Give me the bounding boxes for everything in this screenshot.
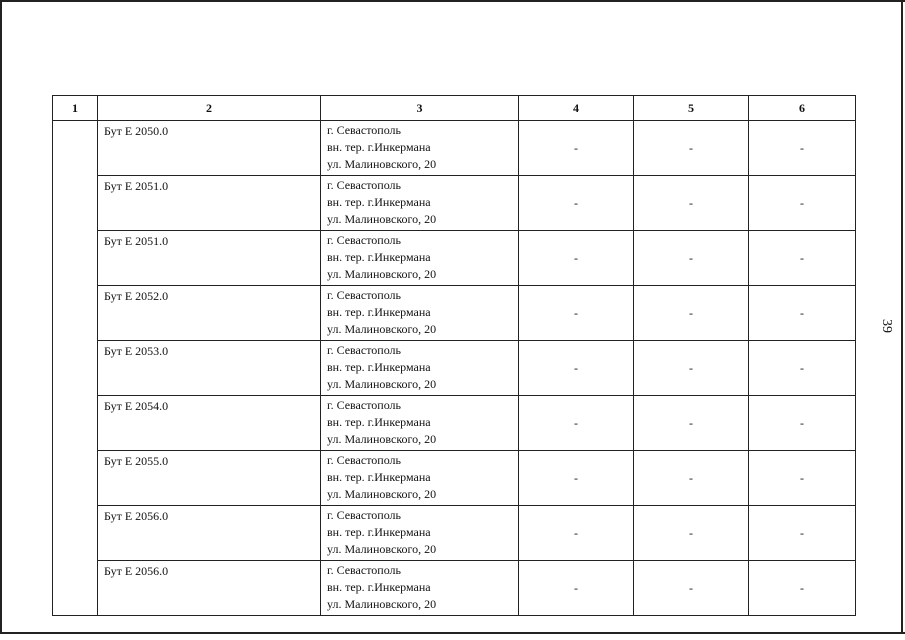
col5-value: - [634, 506, 749, 561]
col6-value: - [749, 121, 856, 176]
col4-value: - [519, 396, 634, 451]
address-city: г. Севастополь [327, 343, 402, 357]
object-name: Бут Е 2054.0 [98, 396, 321, 451]
col6-value: - [749, 396, 856, 451]
object-address [321, 121, 519, 176]
object-name: Бут Е 2056.0 [98, 506, 321, 561]
address-territory: вн. тер. г.Инкермана [327, 415, 431, 429]
object-address [321, 396, 519, 451]
address-street: ул. Малиновского, 20 [327, 487, 437, 501]
col4-value: - [519, 121, 634, 176]
address-street: ул. Малиновского, 20 [327, 432, 437, 446]
scan-border-right [901, 0, 903, 634]
object-address [321, 506, 519, 561]
object-address [321, 176, 519, 231]
object-name: Бут Е 2053.0 [98, 341, 321, 396]
address-city: г. Севастополь [327, 453, 402, 467]
address-city: г. Севастополь [327, 288, 402, 302]
table-header-row [53, 96, 856, 121]
col4-value: - [519, 176, 634, 231]
address-territory: вн. тер. г.Инкермана [327, 305, 431, 319]
object-name: Бут Е 2052.0 [98, 286, 321, 341]
col6-value: - [749, 506, 856, 561]
object-address [321, 341, 519, 396]
object-address [321, 286, 519, 341]
col6-value: - [749, 451, 856, 506]
col5-value: - [634, 396, 749, 451]
table-row [53, 396, 856, 451]
column-header-1: 1 [53, 96, 98, 121]
col5-value: - [634, 176, 749, 231]
col4-value: - [519, 451, 634, 506]
column-header-6: 6 [749, 96, 856, 121]
col6-value: - [749, 341, 856, 396]
col6-value: - [749, 286, 856, 341]
scan-border-bottom [0, 632, 905, 634]
table-row [53, 341, 856, 396]
col4-value: - [519, 286, 634, 341]
page-number: 39 [879, 319, 894, 333]
table-row [53, 286, 856, 341]
table-row [53, 451, 856, 506]
table-row [53, 506, 856, 561]
registry-table [52, 95, 856, 616]
address-territory: вн. тер. г.Инкермана [327, 195, 431, 209]
column-header-5: 5 [634, 96, 749, 121]
scan-border-left [0, 0, 2, 634]
address-territory: вн. тер. г.Инкермана [327, 580, 431, 594]
address-street: ул. Малиновского, 20 [327, 322, 437, 336]
col6-value: - [749, 231, 856, 286]
table-row [53, 121, 856, 176]
table-row [53, 176, 856, 231]
object-address [321, 451, 519, 506]
column-header-3: 3 [321, 96, 519, 121]
row-number-cell [53, 121, 98, 616]
col5-value: - [634, 121, 749, 176]
address-street: ул. Малиновского, 20 [327, 377, 437, 391]
address-city: г. Севастополь [327, 233, 402, 247]
table-row [53, 231, 856, 286]
column-header-4: 4 [519, 96, 634, 121]
address-territory: вн. тер. г.Инкермана [327, 360, 431, 374]
address-territory: вн. тер. г.Инкермана [327, 140, 431, 154]
address-territory: вн. тер. г.Инкермана [327, 525, 431, 539]
table-row [53, 561, 856, 616]
col4-value: - [519, 506, 634, 561]
address-territory: вн. тер. г.Инкермана [327, 250, 431, 264]
col5-value: - [634, 451, 749, 506]
address-city: г. Севастополь [327, 178, 402, 192]
address-street: ул. Малиновского, 20 [327, 267, 437, 281]
address-territory: вн. тер. г.Инкермана [327, 470, 431, 484]
object-address [321, 561, 519, 616]
address-city: г. Севастополь [327, 563, 402, 577]
column-header-2: 2 [98, 96, 321, 121]
col4-value: - [519, 341, 634, 396]
col4-value: - [519, 561, 634, 616]
address-city: г. Севастополь [327, 123, 402, 137]
object-name: Бут Е 2056.0 [98, 561, 321, 616]
col4-value: - [519, 231, 634, 286]
col5-value: - [634, 341, 749, 396]
col6-value: - [749, 176, 856, 231]
address-city: г. Севастополь [327, 508, 402, 522]
col5-value: - [634, 286, 749, 341]
scan-border-top [0, 0, 905, 2]
address-city: г. Севастополь [327, 398, 402, 412]
col5-value: - [634, 231, 749, 286]
col5-value: - [634, 561, 749, 616]
col6-value: - [749, 561, 856, 616]
address-street: ул. Малиновского, 20 [327, 542, 437, 556]
address-street: ул. Малиновского, 20 [327, 212, 437, 226]
address-street: ул. Малиновского, 20 [327, 597, 437, 611]
object-address [321, 231, 519, 286]
object-name: Бут Е 2050.0 [98, 121, 321, 176]
object-name: Бут Е 2051.0 [98, 231, 321, 286]
object-name: Бут Е 2051.0 [98, 176, 321, 231]
object-name: Бут Е 2055.0 [98, 451, 321, 506]
address-street: ул. Малиновского, 20 [327, 157, 437, 171]
